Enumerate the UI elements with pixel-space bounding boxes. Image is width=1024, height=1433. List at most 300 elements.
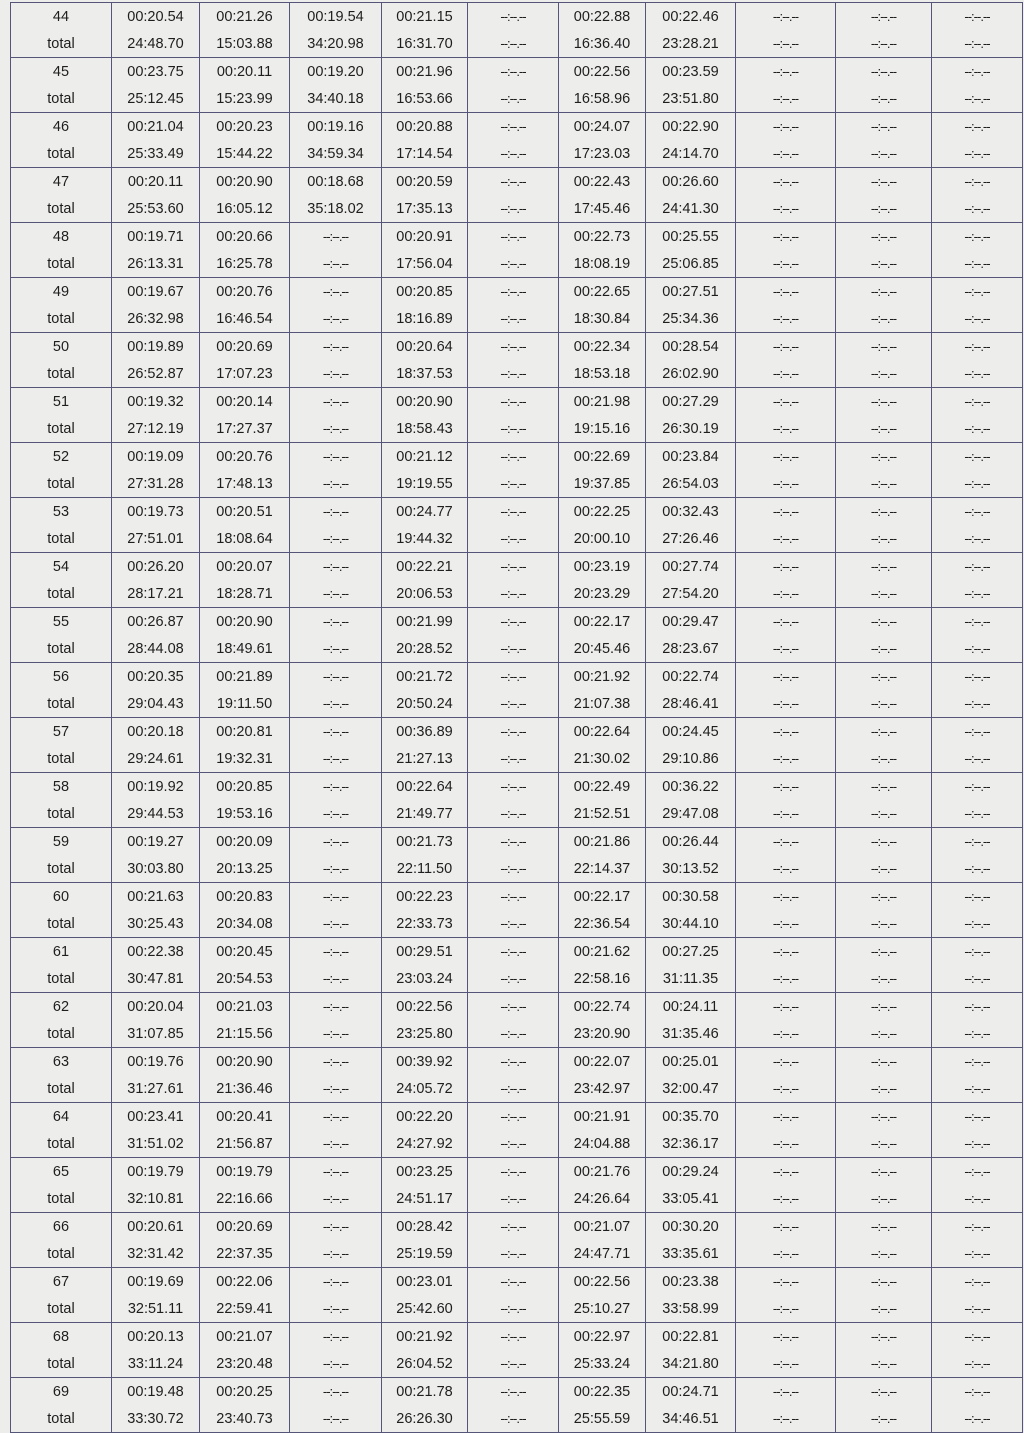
total-label-cell: total	[11, 85, 112, 113]
lap-row	[11, 608, 1023, 636]
lap-time-cell: --:--.--	[836, 993, 932, 1021]
total-time-cell: 24:14.70	[646, 140, 736, 168]
total-time-cell: --:--.--	[836, 1295, 932, 1323]
lap-number-cell: 58	[11, 773, 112, 801]
total-time-cell: --:--.--	[836, 85, 932, 113]
total-time-cell: 29:47.08	[646, 800, 736, 828]
total-time-cell: --:--.--	[736, 140, 836, 168]
total-time-cell: 24:26.64	[559, 1185, 646, 1213]
total-time-cell: 18:28.71	[200, 580, 290, 608]
total-time-cell: 23:20.48	[200, 1350, 290, 1378]
lap-time-cell: 00:19.71	[112, 223, 200, 251]
total-time-cell: --:--.--	[468, 855, 559, 883]
total-label-cell: total	[11, 690, 112, 718]
total-time-cell: 25:33.49	[112, 140, 200, 168]
total-time-cell: 18:37.53	[382, 360, 468, 388]
lap-time-cell: 00:20.90	[382, 388, 468, 416]
lap-time-cell: --:--.--	[836, 608, 932, 636]
total-time-cell: 25:10.27	[559, 1295, 646, 1323]
lap-time-cell: --:--.--	[932, 883, 1023, 911]
lap-time-cell: 00:22.38	[112, 938, 200, 966]
total-time-cell: --:--.--	[468, 195, 559, 223]
lap-time-cell: --:--.--	[836, 1268, 932, 1296]
lap-time-cell: 00:19.92	[112, 773, 200, 801]
lap-time-cell: --:--.--	[836, 333, 932, 361]
total-time-cell: --:--.--	[736, 85, 836, 113]
total-time-cell: 29:44.53	[112, 800, 200, 828]
total-time-cell: 19:53.16	[200, 800, 290, 828]
lap-time-cell: --:--.--	[290, 608, 382, 636]
total-time-cell: --:--.--	[736, 690, 836, 718]
lap-time-cell: 00:21.12	[382, 443, 468, 471]
total-time-cell: 34:40.18	[290, 85, 382, 113]
total-time-cell: 21:15.56	[200, 1020, 290, 1048]
total-time-cell: --:--.--	[836, 525, 932, 553]
total-row	[11, 470, 1023, 498]
total-time-cell: 32:51.11	[112, 1295, 200, 1323]
total-time-cell: --:--.--	[290, 1240, 382, 1268]
lap-time-cell: 00:22.07	[559, 1048, 646, 1076]
lap-row	[11, 883, 1023, 911]
lap-time-cell: 00:21.92	[382, 1323, 468, 1351]
lap-time-cell: 00:20.81	[200, 718, 290, 746]
lap-time-cell: 00:21.92	[559, 663, 646, 691]
total-time-cell: 17:48.13	[200, 470, 290, 498]
lap-time-cell: --:--.--	[736, 1323, 836, 1351]
lap-row	[11, 718, 1023, 746]
total-time-cell: --:--.--	[290, 1405, 382, 1433]
total-row	[11, 635, 1023, 663]
total-time-cell: 31:35.46	[646, 1020, 736, 1048]
total-time-cell: 21:27.13	[382, 745, 468, 773]
total-time-cell: --:--.--	[836, 1130, 932, 1158]
lap-time-cell: 00:21.04	[112, 113, 200, 141]
total-time-cell: 25:55.59	[559, 1405, 646, 1433]
lap-time-cell: 00:22.06	[200, 1268, 290, 1296]
lap-time-cell: --:--.--	[932, 553, 1023, 581]
lap-time-cell: --:--.--	[736, 1048, 836, 1076]
total-time-cell: 30:47.81	[112, 965, 200, 993]
total-time-cell: --:--.--	[290, 525, 382, 553]
lap-time-cell: --:--.--	[736, 663, 836, 691]
total-time-cell: --:--.--	[736, 360, 836, 388]
total-time-cell: --:--.--	[836, 415, 932, 443]
total-time-cell: --:--.--	[468, 690, 559, 718]
lap-number-cell: 68	[11, 1323, 112, 1351]
lap-time-cell: 00:21.96	[382, 58, 468, 86]
lap-time-cell: --:--.--	[736, 773, 836, 801]
total-time-cell: 25:06.85	[646, 250, 736, 278]
total-time-cell: 34:46.51	[646, 1405, 736, 1433]
lap-time-cell: 00:21.26	[200, 3, 290, 31]
lap-time-cell: 00:22.69	[559, 443, 646, 471]
lap-time-cell: --:--.--	[468, 388, 559, 416]
total-time-cell: --:--.--	[932, 85, 1023, 113]
lap-time-cell: 00:25.55	[646, 223, 736, 251]
lap-time-cell: --:--.--	[836, 828, 932, 856]
lap-time-cell: --:--.--	[290, 1158, 382, 1186]
total-time-cell: --:--.--	[290, 1295, 382, 1323]
total-time-cell: --:--.--	[932, 415, 1023, 443]
lap-time-cell: --:--.--	[290, 718, 382, 746]
lap-time-cell: --:--.--	[932, 113, 1023, 141]
total-label-cell: total	[11, 855, 112, 883]
lap-time-cell: 00:20.85	[200, 773, 290, 801]
total-time-cell: --:--.--	[836, 1020, 932, 1048]
lap-time-cell: 00:22.49	[559, 773, 646, 801]
lap-time-cell: --:--.--	[290, 1268, 382, 1296]
lap-row	[11, 388, 1023, 416]
lap-time-cell: --:--.--	[736, 278, 836, 306]
total-time-cell: 18:53.18	[559, 360, 646, 388]
total-time-cell: --:--.--	[468, 360, 559, 388]
lap-row	[11, 1213, 1023, 1241]
total-time-cell: 15:03.88	[200, 30, 290, 58]
total-row	[11, 1075, 1023, 1103]
total-time-cell: 28:17.21	[112, 580, 200, 608]
total-time-cell: 21:07.38	[559, 690, 646, 718]
lap-time-cell: --:--.--	[736, 553, 836, 581]
lap-time-cell: 00:23.75	[112, 58, 200, 86]
lap-time-cell: --:--.--	[736, 113, 836, 141]
total-time-cell: --:--.--	[932, 1075, 1023, 1103]
lap-time-cell: 00:20.90	[200, 608, 290, 636]
lap-time-cell: --:--.--	[468, 1158, 559, 1186]
total-label-cell: total	[11, 415, 112, 443]
total-row	[11, 1295, 1023, 1323]
lap-time-cell: --:--.--	[836, 663, 932, 691]
total-time-cell: 34:20.98	[290, 30, 382, 58]
total-time-cell: --:--.--	[932, 690, 1023, 718]
total-row	[11, 140, 1023, 168]
total-time-cell: 23:20.90	[559, 1020, 646, 1048]
total-time-cell: 32:00.47	[646, 1075, 736, 1103]
lap-time-cell: --:--.--	[736, 938, 836, 966]
total-time-cell: 19:15.16	[559, 415, 646, 443]
lap-time-cell: --:--.--	[468, 58, 559, 86]
lap-time-cell: --:--.--	[736, 883, 836, 911]
total-time-cell: 25:33.24	[559, 1350, 646, 1378]
total-time-cell: --:--.--	[290, 360, 382, 388]
total-time-cell: --:--.--	[932, 1240, 1023, 1268]
lap-time-cell: --:--.--	[836, 1323, 932, 1351]
total-time-cell: 34:21.80	[646, 1350, 736, 1378]
lap-time-cell: 00:22.46	[646, 3, 736, 31]
lap-row	[11, 1268, 1023, 1296]
lap-time-cell: 00:20.18	[112, 718, 200, 746]
total-time-cell: 22:33.73	[382, 910, 468, 938]
total-time-cell: 16:36.40	[559, 30, 646, 58]
total-row	[11, 1130, 1023, 1158]
total-time-cell: 30:13.52	[646, 855, 736, 883]
total-time-cell: --:--.--	[468, 1185, 559, 1213]
total-time-cell: 33:11.24	[112, 1350, 200, 1378]
total-time-cell: 24:47.71	[559, 1240, 646, 1268]
total-time-cell: 30:25.43	[112, 910, 200, 938]
lap-time-cell: 00:20.85	[382, 278, 468, 306]
lap-time-cell: --:--.--	[468, 443, 559, 471]
total-time-cell: --:--.--	[468, 800, 559, 828]
lap-time-cell: --:--.--	[468, 168, 559, 196]
lap-time-cell: 00:21.63	[112, 883, 200, 911]
lap-time-cell: --:--.--	[836, 498, 932, 526]
lap-time-cell: 00:28.54	[646, 333, 736, 361]
lap-time-cell: 00:22.17	[559, 883, 646, 911]
total-time-cell: --:--.--	[836, 635, 932, 663]
total-time-cell: 33:05.41	[646, 1185, 736, 1213]
total-time-cell: --:--.--	[468, 525, 559, 553]
lap-time-cell: --:--.--	[736, 608, 836, 636]
total-time-cell: --:--.--	[836, 965, 932, 993]
lap-time-cell: 00:24.71	[646, 1378, 736, 1406]
total-row	[11, 415, 1023, 443]
lap-time-cell: 00:20.69	[200, 333, 290, 361]
total-row	[11, 1020, 1023, 1048]
total-time-cell: --:--.--	[932, 965, 1023, 993]
total-time-cell: --:--.--	[290, 1020, 382, 1048]
lap-time-cell: --:--.--	[836, 1213, 932, 1241]
total-row	[11, 195, 1023, 223]
total-label-cell: total	[11, 525, 112, 553]
lap-number-cell: 53	[11, 498, 112, 526]
total-time-cell: 30:44.10	[646, 910, 736, 938]
lap-number-cell: 65	[11, 1158, 112, 1186]
lap-number-cell: 54	[11, 553, 112, 581]
total-label-cell: total	[11, 140, 112, 168]
total-time-cell: --:--.--	[836, 1240, 932, 1268]
lap-time-cell: 00:21.89	[200, 663, 290, 691]
total-row	[11, 85, 1023, 113]
total-label-cell: total	[11, 360, 112, 388]
lap-time-cell: --:--.--	[468, 718, 559, 746]
lap-time-cell: --:--.--	[468, 1378, 559, 1406]
lap-number-cell: 46	[11, 113, 112, 141]
total-time-cell: --:--.--	[736, 855, 836, 883]
total-time-cell: --:--.--	[736, 1295, 836, 1323]
total-time-cell: 22:14.37	[559, 855, 646, 883]
total-time-cell: 24:05.72	[382, 1075, 468, 1103]
total-label-cell: total	[11, 1350, 112, 1378]
lap-time-cell: 00:36.22	[646, 773, 736, 801]
total-row	[11, 1240, 1023, 1268]
lap-row	[11, 223, 1023, 251]
lap-time-cell: 00:20.09	[200, 828, 290, 856]
lap-time-cell: --:--.--	[836, 3, 932, 31]
lap-row	[11, 1323, 1023, 1351]
total-time-cell: --:--.--	[836, 250, 932, 278]
total-time-cell: --:--.--	[736, 1405, 836, 1433]
lap-time-cell: 00:22.56	[559, 58, 646, 86]
lap-time-cell: 00:27.51	[646, 278, 736, 306]
lap-time-cell: --:--.--	[932, 663, 1023, 691]
total-time-cell: --:--.--	[836, 855, 932, 883]
lap-time-cell: 00:22.74	[646, 663, 736, 691]
lap-time-cell: 00:20.76	[200, 278, 290, 306]
lap-time-cell: 00:20.88	[382, 113, 468, 141]
lap-time-cell: --:--.--	[736, 1158, 836, 1186]
lap-time-cell: 00:19.32	[112, 388, 200, 416]
lap-time-cell: --:--.--	[468, 773, 559, 801]
lap-time-cell: --:--.--	[290, 828, 382, 856]
lap-time-cell: --:--.--	[468, 1048, 559, 1076]
lap-time-cell: --:--.--	[932, 3, 1023, 31]
total-time-cell: 22:16.66	[200, 1185, 290, 1213]
lap-time-cell: --:--.--	[836, 1158, 932, 1186]
lap-time-cell: 00:24.77	[382, 498, 468, 526]
total-time-cell: 20:23.29	[559, 580, 646, 608]
total-time-cell: 23:28.21	[646, 30, 736, 58]
total-time-cell: --:--.--	[736, 1130, 836, 1158]
total-row	[11, 250, 1023, 278]
lap-time-cell: --:--.--	[468, 3, 559, 31]
lap-time-cell: 00:27.29	[646, 388, 736, 416]
lap-time-cell: 00:22.65	[559, 278, 646, 306]
total-time-cell: 27:54.20	[646, 580, 736, 608]
lap-row	[11, 113, 1023, 141]
lap-time-cell: --:--.--	[836, 58, 932, 86]
total-time-cell: --:--.--	[736, 1350, 836, 1378]
lap-time-cell: --:--.--	[290, 663, 382, 691]
lap-time-cell: --:--.--	[290, 1378, 382, 1406]
total-time-cell: 16:53.66	[382, 85, 468, 113]
lap-number-cell: 44	[11, 3, 112, 31]
total-time-cell: 17:07.23	[200, 360, 290, 388]
lap-time-cell: --:--.--	[736, 1268, 836, 1296]
lap-time-cell: 00:20.61	[112, 1213, 200, 1241]
lap-row	[11, 828, 1023, 856]
total-time-cell: 26:26.30	[382, 1405, 468, 1433]
total-time-cell: 26:32.98	[112, 305, 200, 333]
lap-time-cell: --:--.--	[290, 388, 382, 416]
lap-time-cell: --:--.--	[836, 113, 932, 141]
lap-time-cell: --:--.--	[836, 223, 932, 251]
total-time-cell: --:--.--	[468, 1295, 559, 1323]
lap-time-cell: 00:26.87	[112, 608, 200, 636]
total-time-cell: --:--.--	[836, 360, 932, 388]
lap-number-cell: 69	[11, 1378, 112, 1406]
total-time-cell: --:--.--	[736, 910, 836, 938]
lap-time-cell: --:--.--	[932, 223, 1023, 251]
lap-row	[11, 1158, 1023, 1186]
total-time-cell: 27:26.46	[646, 525, 736, 553]
lap-time-cell: --:--.--	[468, 1213, 559, 1241]
lap-time-cell: 00:22.56	[559, 1268, 646, 1296]
lap-time-cell: 00:22.97	[559, 1323, 646, 1351]
total-time-cell: --:--.--	[290, 1075, 382, 1103]
total-time-cell: --:--.--	[836, 1185, 932, 1213]
lap-time-cell: --:--.--	[290, 553, 382, 581]
total-time-cell: --:--.--	[836, 470, 932, 498]
lap-row	[11, 443, 1023, 471]
total-time-cell: 19:44.32	[382, 525, 468, 553]
total-label-cell: total	[11, 745, 112, 773]
lap-time-cell: 00:21.73	[382, 828, 468, 856]
total-time-cell: 20:54.53	[200, 965, 290, 993]
total-time-cell: --:--.--	[468, 910, 559, 938]
lap-time-cell: 00:18.68	[290, 168, 382, 196]
lap-time-cell: --:--.--	[836, 1103, 932, 1131]
lap-time-cell: --:--.--	[290, 1048, 382, 1076]
lap-time-cell: --:--.--	[468, 1103, 559, 1131]
total-time-cell: --:--.--	[932, 1185, 1023, 1213]
total-time-cell: --:--.--	[468, 470, 559, 498]
total-label-cell: total	[11, 1405, 112, 1433]
lap-time-cell: 00:22.81	[646, 1323, 736, 1351]
lap-time-cell: 00:22.20	[382, 1103, 468, 1131]
lap-time-cell: 00:22.43	[559, 168, 646, 196]
total-time-cell: 26:02.90	[646, 360, 736, 388]
lap-time-cell: 00:20.83	[200, 883, 290, 911]
total-time-cell: --:--.--	[932, 525, 1023, 553]
lap-time-cell: --:--.--	[468, 828, 559, 856]
total-time-cell: 28:23.67	[646, 635, 736, 663]
lap-time-cell: 00:19.16	[290, 113, 382, 141]
lap-time-cell: 00:19.79	[112, 1158, 200, 1186]
total-label-cell: total	[11, 965, 112, 993]
total-time-cell: --:--.--	[932, 1295, 1023, 1323]
total-time-cell: 21:49.77	[382, 800, 468, 828]
total-time-cell: --:--.--	[932, 800, 1023, 828]
total-row	[11, 1185, 1023, 1213]
total-time-cell: 24:04.88	[559, 1130, 646, 1158]
lap-time-cell: 00:23.84	[646, 443, 736, 471]
total-time-cell: --:--.--	[836, 1405, 932, 1433]
lap-time-cell: --:--.--	[468, 993, 559, 1021]
lap-time-cell: 00:21.72	[382, 663, 468, 691]
lap-time-cell: 00:22.35	[559, 1378, 646, 1406]
lap-row	[11, 333, 1023, 361]
total-time-cell: 32:10.81	[112, 1185, 200, 1213]
lap-row	[11, 1103, 1023, 1131]
total-time-cell: 21:56.87	[200, 1130, 290, 1158]
total-time-cell: 19:11.50	[200, 690, 290, 718]
lap-time-cell: --:--.--	[468, 333, 559, 361]
lap-time-cell: 00:19.54	[290, 3, 382, 31]
total-time-cell: 22:36.54	[559, 910, 646, 938]
total-label-cell: total	[11, 1240, 112, 1268]
lap-time-cell: 00:22.88	[559, 3, 646, 31]
total-label-cell: total	[11, 1020, 112, 1048]
total-time-cell: 25:12.45	[112, 85, 200, 113]
total-time-cell: --:--.--	[932, 305, 1023, 333]
lap-time-cell: --:--.--	[932, 1268, 1023, 1296]
lap-number-cell: 64	[11, 1103, 112, 1131]
total-time-cell: 22:59.41	[200, 1295, 290, 1323]
total-time-cell: --:--.--	[468, 1075, 559, 1103]
lap-time-cell: 00:24.07	[559, 113, 646, 141]
total-time-cell: --:--.--	[932, 250, 1023, 278]
total-time-cell: --:--.--	[932, 360, 1023, 388]
total-time-cell: 16:31.70	[382, 30, 468, 58]
lap-time-cell: --:--.--	[932, 443, 1023, 471]
lap-time-cell: 00:20.90	[200, 1048, 290, 1076]
lap-time-cell: --:--.--	[468, 553, 559, 581]
total-time-cell: 17:35.13	[382, 195, 468, 223]
lap-time-cell: --:--.--	[290, 773, 382, 801]
total-time-cell: --:--.--	[736, 195, 836, 223]
lap-row	[11, 553, 1023, 581]
lap-row	[11, 58, 1023, 86]
lap-time-cell: 00:20.59	[382, 168, 468, 196]
lap-number-cell: 56	[11, 663, 112, 691]
lap-time-cell: --:--.--	[290, 498, 382, 526]
total-row	[11, 800, 1023, 828]
total-time-cell: --:--.--	[468, 305, 559, 333]
total-time-cell: 18:58.43	[382, 415, 468, 443]
total-time-cell: --:--.--	[290, 580, 382, 608]
lap-time-cell: 00:22.34	[559, 333, 646, 361]
total-time-cell: --:--.--	[736, 580, 836, 608]
